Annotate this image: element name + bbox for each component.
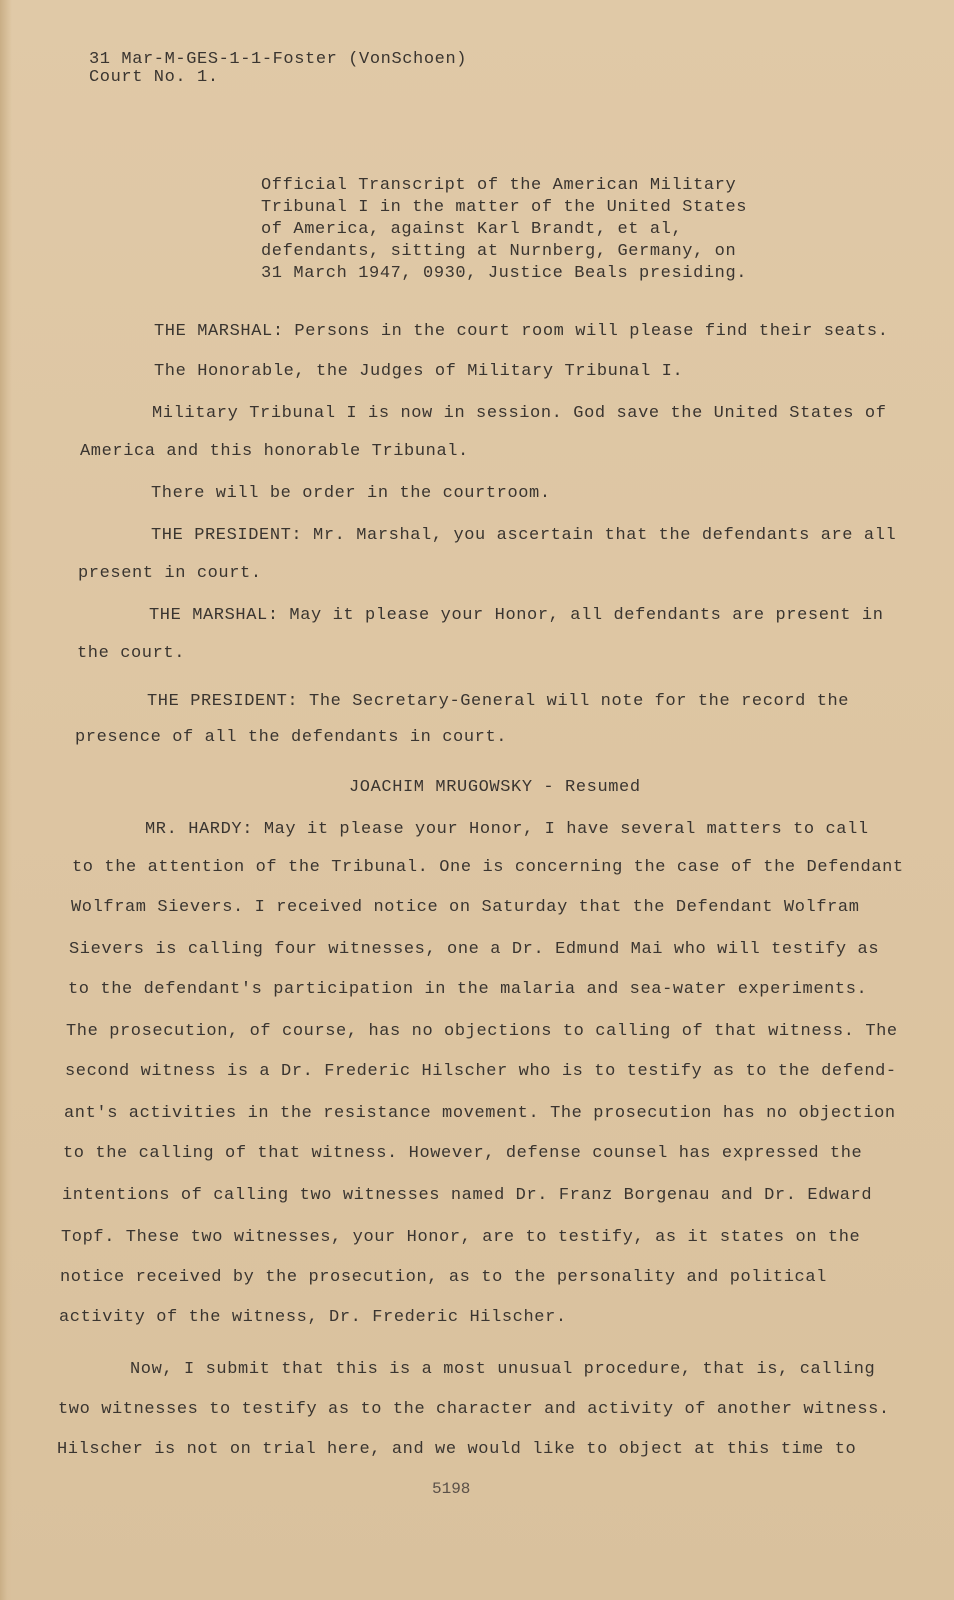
witness-heading: JOACHIM MRUGOWSKY - Resumed [349,778,641,797]
caption-line: Tribunal I in the matter of the United States [261,198,748,217]
transcript-line: the court. [77,644,186,663]
transcript-line: two witnesses to testify as to the character and activity of another witness. [58,1400,890,1419]
transcript-line: to the defendant's participation in the malaria and sea-water experiments. [68,980,868,999]
transcript-line: Hilscher is not on trial here, and we would like to object at this time to [57,1440,857,1459]
transcript-line: THE MARSHAL: Persons in the court room will please find their seats. [154,322,889,341]
transcript-line: The prosecution, of course, has no objections to calling of that witness. The [66,1022,898,1041]
transcript-line: to the attention of the Tribunal. One is concerning the case of the Defendant [72,858,904,877]
transcript-line: to the calling of that witness. However, defense counsel has expressed the [63,1144,863,1163]
transcript-line: THE PRESIDENT: Mr. Marshal, you ascertain that the defendants are all [151,526,897,545]
caption-line: 31 March 1947, 0930, Justice Beals presiding. [261,264,748,283]
transcript-line: Topf. These two witnesses, your Honor, are to testify, as it states on the [61,1228,861,1247]
page-left-edge [0,0,12,1600]
transcript-line: second witness is a Dr. Frederic Hilscher who is to testify as to the defend- [65,1062,897,1081]
caption-line: defendants, sitting at Nurnberg, Germany, on [261,242,737,261]
transcript-line: Wolfram Sievers. I received notice on Saturday that the Defendant Wolfram [71,898,860,917]
transcript-line: activity of the witness, Dr. Frederic Hilscher. [59,1308,567,1327]
transcript-line: Military Tribunal I is now in session. God save the United States of [152,404,887,423]
transcript-line: intentions of calling two witnesses named Dr. Franz Borgenau and Dr. Edward [62,1186,873,1205]
transcript-line: There will be order in the courtroom. [151,484,551,503]
page-number: 5198 [432,1480,471,1498]
transcript-line: The Honorable, the Judges of Military Tribunal I. [154,362,684,381]
transcript-line: notice received by the prosecution, as to the personality and political [60,1268,827,1287]
transcript-line: America and this honorable Tribunal. [80,442,469,461]
header-line-2: Court No. 1. [89,68,219,87]
transcript-line: Sievers is calling four witnesses, one a Dr. Edmund Mai who will testify as [69,940,880,959]
transcript-line: presence of all the defendants in court. [75,728,508,747]
transcript-line: ant's activities in the resistance movement. The prosecution has no objection [64,1104,896,1123]
caption-line: Official Transcript of the American Military [261,176,737,195]
caption-line: of America, against Karl Brandt, et al, [261,220,683,239]
transcript-line: Now, I submit that this is a most unusual procedure, that is, calling [130,1360,876,1379]
transcript-line: THE MARSHAL: May it please your Honor, all defendants are present in [149,606,884,625]
transcript-line: present in court. [78,564,262,583]
transcript-line: THE PRESIDENT: The Secretary-General will note for the record the [147,692,850,711]
header-line-1: 31 Mar-M-GES-1-1-Foster (VonSchoen) [89,50,468,69]
transcript-line: MR. HARDY: May it please your Honor, I have several matters to call [145,820,869,839]
